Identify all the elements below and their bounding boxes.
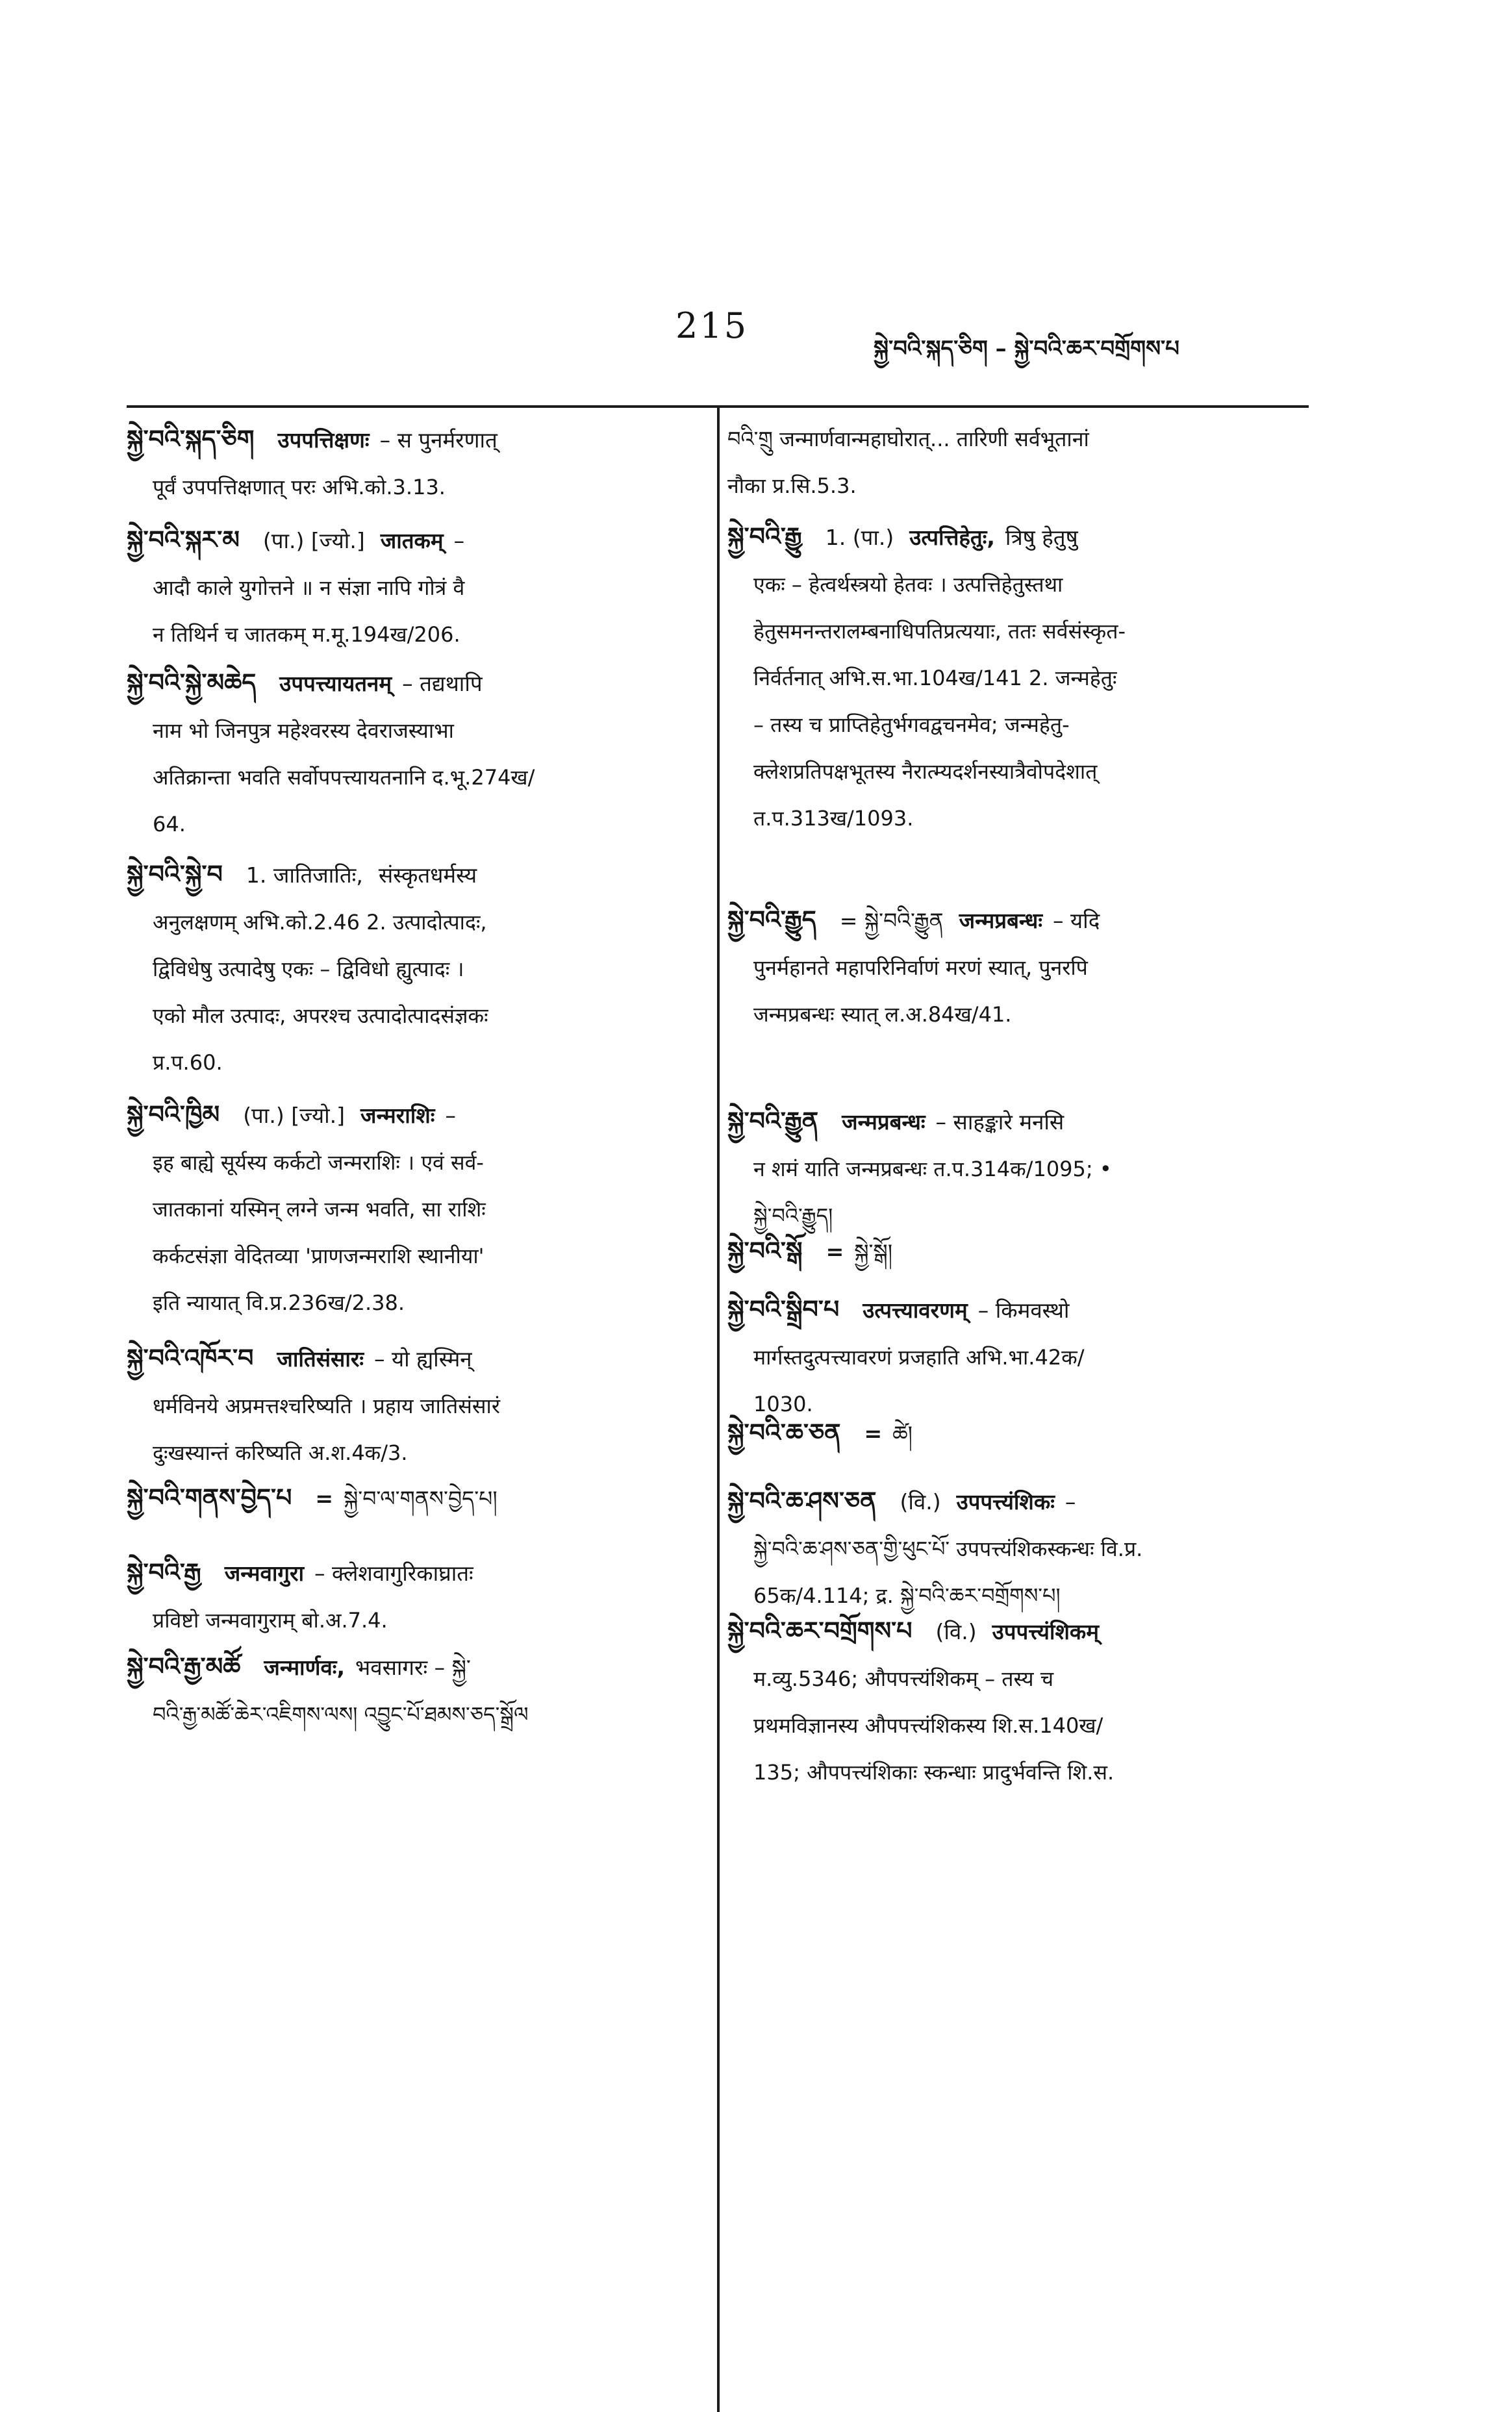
entry-head-line (127, 516, 692, 564)
entry-body-line: निर्वर्तनात् अभि.स.भा.104ख/141 2. जन्महेतुः (753, 666, 1117, 690)
entry-head-continuation: – तद्यथापि (402, 671, 483, 696)
entry-headword: སྐྱེ་བའི་གནས་བྱེད་པ (127, 1483, 292, 1512)
entry-head-line (127, 416, 692, 464)
entry-body-line: धर्मविनये अप्रमत्तश्चरिष्यति । प्रहाय जातिसंसारं (153, 1394, 500, 1418)
sanskrit-term: उत्पत्त्यावरणम् (863, 1298, 968, 1323)
entry-headword: སྐྱེ་བའི་རྒྱུ (727, 522, 802, 551)
entry-headword: སྐྱེ་བའི་སྐྱེ་བ (127, 860, 223, 888)
entry-body-line: इह बाह्ये सूर्यस्य कर्कटो जन्मराशिः । एवं सर्व- (153, 1150, 484, 1175)
sanskrit-term: उपपत्तिक्षणः (277, 427, 370, 453)
entry-body-line: पुनर्महानते महापरिनिर्वाणं मरणं स्यात्, पुनरपि (753, 955, 1088, 980)
entry-head-line (727, 1409, 1299, 1457)
entry-head-continuation: – यदि (1053, 908, 1100, 933)
dictionary-entry (727, 896, 1299, 1038)
page-number: 215 (675, 305, 749, 346)
entry-body-line: नाम भो जिनपुत्र महेश्वरस्य देवराजस्याभा (153, 718, 454, 743)
dictionary-entry (127, 659, 692, 848)
entry-headword: སྐྱེ་བའི་ཆར་བགྲོགས་པ (727, 1616, 913, 1645)
entry-body-line: प्र.प.60. (153, 1050, 223, 1075)
sanskrit-term: जन्मप्रबन्धः (842, 1109, 926, 1135)
grammar-tags: = སྐྱེ་བའི་རྒྱུན (839, 908, 944, 933)
entry-head-line (727, 1477, 1299, 1526)
dictionary-entry (127, 1335, 692, 1476)
sanskrit-term: = (864, 1421, 883, 1446)
entry-body-line: – तस्य च प्राप्तिहेतुर्भगवद्वचनमेव; जन्महेतु- (753, 712, 1070, 737)
entry-body-line: मार्गस्तदुत्पत्त्यावरणं प्रजहाति अभि.भा.42क/ (753, 1345, 1085, 1370)
entry-headword: སྐྱེ་བའི་ཁྱིམ (127, 1100, 220, 1129)
grammar-tags: 1. जातिजातिः, (246, 862, 363, 888)
sanskrit-term: उत्पत्तिहेतुः, (909, 525, 995, 550)
sanskrit-term: उपपत्त्यंशिकम् (992, 1619, 1099, 1644)
dictionary-entry (727, 1409, 1299, 1457)
entry-body-line: अनुलक्षणम् अभि.को.2.46 2. उत्पादोत्पादः, (153, 910, 487, 935)
entry-body-line: जातकानां यस्मिन् लग्ने जन्म भवति, सा राशिः (153, 1197, 486, 1222)
entry-head-continuation: – क्लेशवागुरिकाघ्रातः (314, 1561, 473, 1586)
entry-body-line: प्रविष्टो जन्मवागुराम् बो.अ.7.4. (153, 1608, 388, 1633)
entry-head-line (127, 1335, 692, 1383)
entry-body-line: जन्मप्रबन्धः स्यात् ल.अ.84ख/41. (753, 1002, 1012, 1027)
entry-head-continuation: ཚེ། (892, 1421, 913, 1446)
dictionary-entry (127, 416, 692, 510)
sanskrit-term: जन्मवागुरा (224, 1561, 304, 1586)
dictionary-entry (127, 1091, 692, 1326)
entry-head-line (727, 1098, 1299, 1146)
sanskrit-term: = (825, 1239, 844, 1264)
entry-head-continuation: – यो ह्यस्मिन् (374, 1346, 472, 1372)
entry-headword: སྐྱེ་བའི་རྒྱ་མཚོ (127, 1652, 241, 1681)
entry-headword: སྐྱེ་བའི་རྒྱུད (727, 905, 816, 934)
entry-body-line: आदौ काले युगोत्तने ॥ न संज्ञा नापि गोत्रं वै (153, 575, 465, 600)
entry-head-line (127, 851, 692, 899)
sanskrit-term: जातकम् (380, 528, 444, 553)
sanskrit-term: उपपत्त्यंशिकः (956, 1489, 1055, 1514)
column-divider (717, 405, 720, 2412)
entry-body-line: एको मौल उत्पादः, अपरश्च उत्पादोत्पादसंज्ञकः (153, 1003, 488, 1028)
entry-headword: སྐྱེ་བའི་སྒྲིབ་པ (727, 1295, 840, 1324)
sanskrit-term: उपपत्त्यायतनम् (279, 671, 392, 696)
dictionary-entry (127, 1549, 692, 1644)
sanskrit-term: = (315, 1486, 333, 1511)
entry-headword: སྐྱེ་བའི་སྐྱེ་མཆེད (127, 668, 257, 697)
grammar-tags: 1. (पा.) (825, 525, 894, 550)
grammar-tags: (पा.) [ज्यो.] (262, 528, 365, 553)
entry-head-line (127, 1643, 692, 1691)
entry-body-line: त.प.313ख/1093. (753, 806, 914, 831)
entry-body-line: བའི་གྲུ जन्मार्णवान्महाघोरात्... तारिणी सर्वभूतानां (727, 427, 1089, 451)
entry-body-line: प्रथमविज्ञानस्य औपपत्त्यंशिकस्य शि.स.140ख/ (753, 1713, 1103, 1738)
dictionary-entry (727, 1227, 1299, 1275)
entry-body-line: 65क/4.114; द्र. སྐྱེ་བའི་ཆར་བགྲོགས་པ། (753, 1583, 1061, 1608)
entry-head-continuation: – (453, 528, 465, 553)
entry-head-continuation: – साहङ्कारे मनसि (935, 1109, 1065, 1135)
entry-body-line: दुःखस्यान्तं करिष्यति अ.श.4क/3. (153, 1440, 408, 1465)
dictionary-entry (727, 1286, 1299, 1427)
entry-head-continuation: སྐྱེ་བ་ལ་གནས་བྱེད་པ། (344, 1486, 498, 1511)
dictionary-entry (127, 1474, 692, 1522)
entry-head-line (727, 1286, 1299, 1334)
entry-head-continuation: – (1065, 1489, 1076, 1514)
dictionary-entry (727, 513, 1299, 842)
entry-headword: སྐྱེ་བའི་སྐད་ཅིག (127, 425, 255, 453)
entry-body-line: क्लेशप्रतिपक्षभूतस्य नैरात्म्यदर्शनस्यात्रैवोपदेशात् (753, 759, 1098, 784)
entry-head-line (127, 1091, 692, 1139)
entry-body-line: कर्कटसंज्ञा वेदितव्या 'प्राणजन्मराशि स्थानीया' (153, 1244, 485, 1268)
entry-body-line: न शमं याति जन्मप्रबन्धः त.प.314क/1095; • (753, 1157, 1112, 1181)
entry-body-line: 64. (153, 812, 186, 836)
entry-body-line: नौका प्र.सि.5.3. (727, 473, 857, 498)
entry-head-continuation: – (445, 1103, 456, 1128)
entry-headword: སྐྱེ་བའི་འཁོར་བ (127, 1344, 254, 1372)
entry-headword: སྐྱེ་བའི་རྒྱུན (727, 1107, 819, 1135)
entry-head-line (727, 1227, 1299, 1275)
entry-headword: སྐྱེ་བའི་ཆ་ཅན (727, 1418, 841, 1447)
entry-body-line: སྐྱེ་བའི་རྒྱུད། (753, 1203, 833, 1228)
entry-head-line (727, 513, 1299, 561)
dictionary-entry (727, 1098, 1299, 1239)
entry-body-line: 135; औपपत्त्यंशिकाः स्कन्धाः प्रादुर्भवन्ति शि.स. (753, 1760, 1115, 1785)
entry-head-continuation: – स पुनर्मरणात् (379, 427, 498, 453)
entry-headword: སྐྱེ་བའི་སྒོ (727, 1237, 803, 1265)
entry-headword: སྐྱེ་བའི་ཆ་ཤས་ཅན (727, 1487, 877, 1515)
sanskrit-term: जन्मराशिः (360, 1103, 435, 1128)
entry-head-line (127, 659, 692, 707)
entry-body-line: इति न्यायात् वि.प्र.236ख/2.38. (153, 1290, 405, 1315)
entry-body-line: 1030. (753, 1392, 813, 1416)
sanskrit-term: जन्मप्रबन्धः (959, 908, 1043, 933)
entry-body-line: पूर्वं उपपत्तिक्षणात् परः अभि.को.3.13. (153, 475, 446, 499)
entry-body-line: སྐྱེ་བའི་ཆ་ཤས་ཅན་གྱི་ཕུང་པོ་ उपपत्त्यंशिकस्कन्धः वि.प्र. (753, 1537, 1143, 1561)
grammar-tags: (वि.) (900, 1489, 941, 1514)
sanskrit-term: जन्मार्णवः, (264, 1655, 346, 1680)
dictionary-entry (727, 1477, 1299, 1619)
entry-head-continuation: སྐྱེ་སྒོ། (854, 1239, 893, 1264)
entry-body-line: हेतुसमनन्तरालम्बनाधिपतिप्रत्ययाः, ततः सर्वसंस्कृत- (753, 619, 1126, 644)
dictionary-entry (127, 1643, 692, 1738)
entry-body-line: अतिक्रान्ता भवति सर्वोपपत्त्यायतनानि द.भू.274ख/ (153, 765, 535, 790)
running-head: སྐྱེ་བའི་སྐད་ཅིག – སྐྱེ་བའི་ཆར་བགྲོགས་པ (874, 336, 1179, 362)
entry-headword: སྐྱེ་བའི་སྐར་མ (127, 525, 240, 554)
entry-head-line (127, 1549, 692, 1597)
dictionary-entry (127, 851, 692, 1086)
sanskrit-term: जातिसंसारः (277, 1346, 364, 1372)
entry-head-line (727, 1607, 1299, 1655)
dictionary-entry (727, 416, 1299, 509)
entry-head-continuation: संस्कृतधर्मस्य (378, 862, 477, 888)
entry-body-line: म.व्यु.5346; औपपत्त्यंशिकम् – तस्य च (753, 1666, 1054, 1691)
entry-head-continuation: – किमवस्थो (977, 1298, 1070, 1323)
dictionary-entry (727, 1607, 1299, 1796)
entry-body-line: न तिथिर्न च जातकम् म.मू.194ख/206. (153, 622, 460, 647)
entry-body-line: द्विविधेषु उत्पादेषु एकः – द्विविधो ह्युत्पादः । (153, 957, 464, 981)
entry-head-line (127, 1474, 692, 1522)
entry-body-line: एकः – हेत्वर्थस्त्रयो हेतवः । उत्पत्तिहेतुस्तथा (753, 572, 1063, 597)
entry-head-continuation: भवसागरः – སྐྱེ་ (355, 1655, 471, 1680)
grammar-tags: (वि.) (935, 1619, 977, 1644)
dictionary-entry (127, 516, 692, 658)
entry-headword: སྐྱེ་བའི་རྒྱ (127, 1558, 201, 1587)
grammar-tags: (पा.) [ज्यो.] (243, 1103, 346, 1128)
entry-head-line (727, 896, 1299, 944)
entry-body-line: བའི་རྒྱ་མཚོ་ཆེར་འཇིགས་ལས། འབྱུང་པོ་ཐམས་ཅད་སྒྲོལ (153, 1702, 529, 1727)
entry-head-continuation: त्रिषु हेतुषु (1005, 525, 1078, 550)
